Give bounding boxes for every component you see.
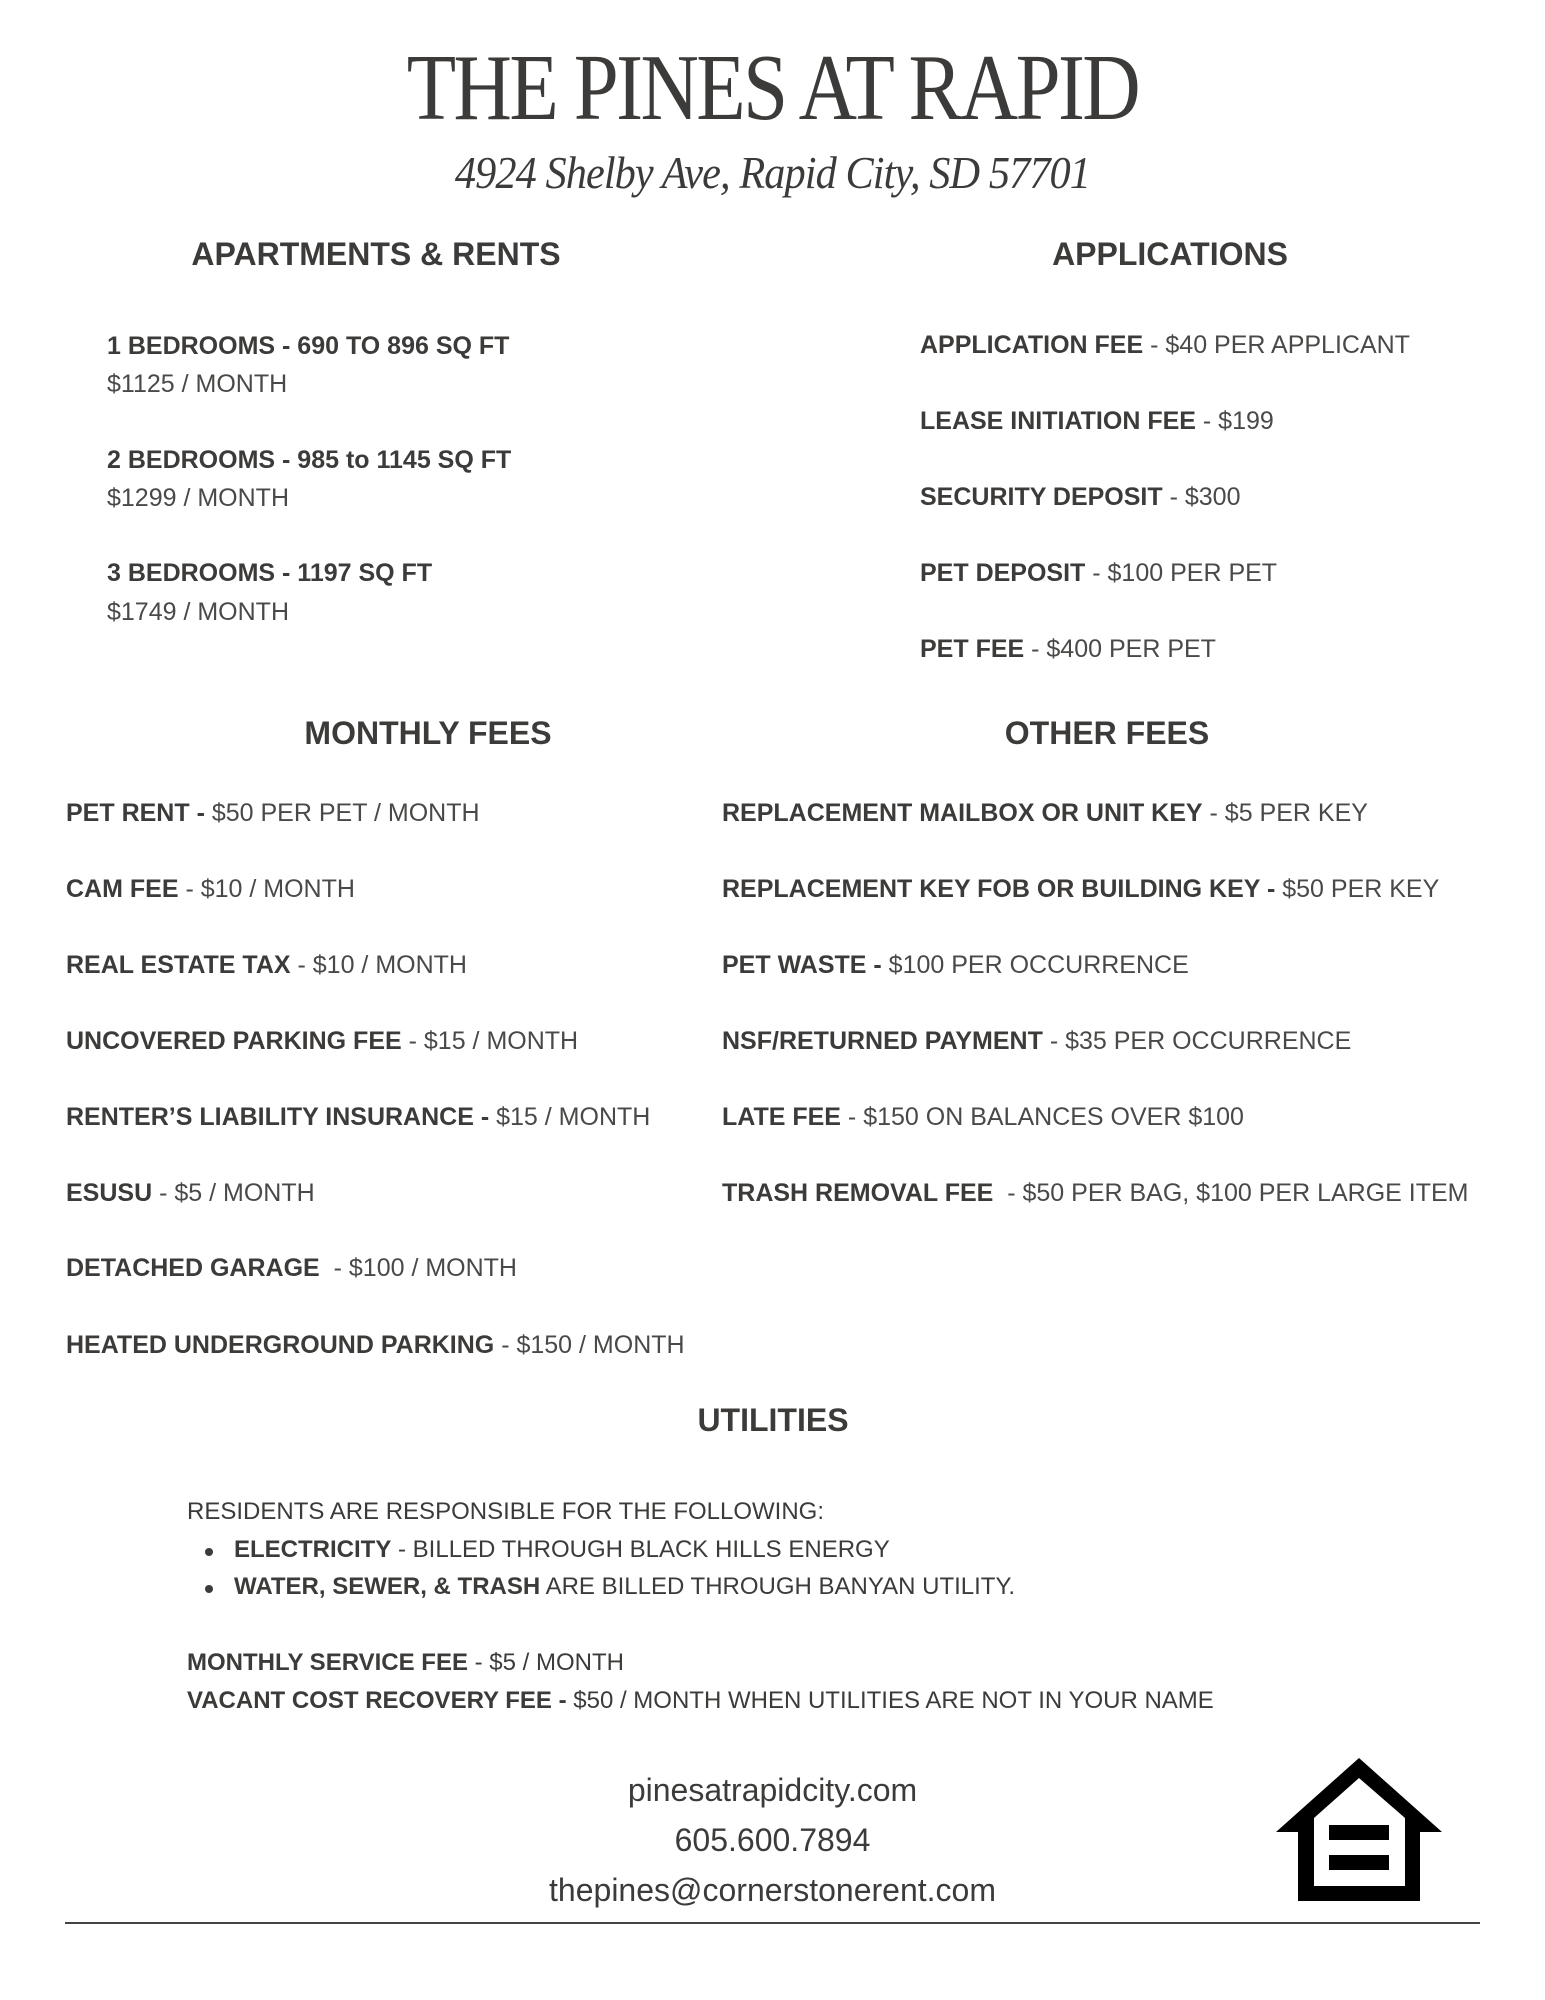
monthly-fee-item: [66, 874, 355, 904]
item-value: $199: [1218, 407, 1274, 435]
monthly-fee-item: [66, 1026, 578, 1056]
page-title: THE PINES AT RAPID: [406, 36, 1139, 140]
item-value: - $5 / MONTH: [467, 1649, 624, 1676]
item-value: ARE BILLED THROUGH BANYAN UTILITY.: [540, 1573, 1016, 1600]
unit-size: 3 BEDROOMS - 1197 SQ FT: [107, 559, 433, 587]
utility-fee-item: [187, 1648, 624, 1678]
item-value: $50 PER KEY: [1275, 875, 1440, 903]
bullet-icon: [205, 1585, 213, 1593]
application-item: [920, 482, 1240, 512]
item-label: RENTER’S LIABILITY INSURANCE -: [66, 1103, 490, 1131]
item-separator: -: [1085, 559, 1108, 587]
other-fee-item: [722, 1026, 1351, 1056]
other-fee-item: [722, 874, 1439, 904]
phone-number[interactable]: 605.600.7894: [674, 1822, 871, 1858]
unit-size: 2 BEDROOMS - 985 to 1145 SQ FT: [107, 446, 512, 474]
item-label: LEASE INITIATION FEE: [920, 407, 1196, 435]
unit-rent: $1299 / MONTH: [107, 484, 290, 512]
application-item: [920, 558, 1277, 588]
item-separator: -: [1024, 635, 1047, 663]
item-label: APPLICATION FEE: [920, 331, 1144, 359]
monthly-fees-heading: MONTHLY FEES: [304, 715, 552, 751]
application-item: [920, 634, 1216, 664]
item-label: UNCOVERED PARKING FEE: [66, 1027, 402, 1055]
item-label: PET DEPOSIT: [920, 559, 1086, 587]
monthly-fee-item: [66, 798, 480, 828]
item-value: $50 / MONTH WHEN UTILITIES ARE NOT IN YOUR NAME: [566, 1687, 1214, 1714]
unit-rent: $1125 / MONTH: [107, 370, 288, 398]
monthly-fee-item: [66, 1102, 650, 1132]
applications-heading: APPLICATIONS: [1052, 236, 1288, 272]
monthly-fee-item: [66, 950, 467, 980]
item-separator: -: [1143, 331, 1166, 359]
item-value: - $50 PER BAG, $100 PER LARGE ITEM: [993, 1179, 1469, 1207]
item-label: REPLACEMENT MAILBOX OR UNIT KEY: [722, 799, 1203, 827]
footer-divider: [65, 1922, 1480, 1924]
website-link[interactable]: pinesatrapidcity.com: [627, 1772, 918, 1808]
monthly-fee-item: [66, 1253, 517, 1283]
item-label: PET FEE: [920, 635, 1025, 663]
unit-size: 1 BEDROOMS - 690 TO 896 SQ FT: [107, 332, 510, 360]
item-label: NSF/RETURNED PAYMENT: [722, 1027, 1043, 1055]
bullet-icon: [205, 1548, 213, 1556]
other-fees-heading: OTHER FEES: [1004, 715, 1210, 751]
item-label: VACANT COST RECOVERY FEE -: [187, 1687, 567, 1714]
item-label: PET RENT -: [66, 799, 205, 827]
utilities-intro: RESIDENTS ARE RESPONSIBLE FOR THE FOLLOWING:: [187, 1498, 825, 1525]
utilities-heading: UTILITIES: [697, 1402, 849, 1438]
item-value: - $150 / MONTH: [494, 1331, 685, 1359]
item-value: - $10 / MONTH: [178, 875, 355, 903]
item-label: TRASH REMOVAL FEE: [722, 1179, 994, 1207]
other-fee-item: [722, 950, 1189, 980]
utility-bullet-item: [234, 1535, 890, 1565]
item-value: - $150 ON BALANCES OVER $100: [840, 1103, 1244, 1131]
email-link[interactable]: thepines@cornerstonerent.com: [549, 1872, 996, 1908]
property-address: 4924 Shelby Ave, Rapid City, SD 57701: [454, 147, 1091, 198]
item-value: - $100 / MONTH: [319, 1254, 517, 1282]
item-label: REPLACEMENT KEY FOB OR BUILDING KEY -: [722, 875, 1276, 903]
other-fee-item: [722, 1178, 1469, 1208]
item-label: PET WASTE -: [722, 951, 882, 979]
unit-rent: $1749 / MONTH: [107, 598, 290, 626]
utility-fee-item: [187, 1686, 1214, 1716]
monthly-fee-item: [66, 1330, 685, 1360]
item-value: $100 PER OCCURRENCE: [881, 951, 1189, 979]
item-label: WATER, SEWER, & TRASH: [234, 1573, 541, 1600]
item-value: - $15 / MONTH: [401, 1027, 579, 1055]
item-value: - $5 / MONTH: [152, 1179, 315, 1207]
item-value: $50 PER PET / MONTH: [204, 799, 480, 827]
item-value: - BILLED THROUGH BLACK HILLS ENERGY: [391, 1536, 890, 1563]
item-value: - $35 PER OCCURRENCE: [1042, 1027, 1352, 1055]
utility-bullet-item: [234, 1572, 1015, 1602]
equal-housing-opportunity-icon: [1270, 1752, 1450, 1907]
item-separator: -: [1162, 483, 1185, 511]
item-value: $40 PER APPLICANT: [1165, 331, 1410, 359]
item-value: $300: [1184, 483, 1241, 511]
item-value: $400 PER PET: [1046, 635, 1216, 663]
apartments-heading: APARTMENTS & RENTS: [191, 236, 561, 272]
monthly-fee-item: [66, 1178, 315, 1208]
item-label: ELECTRICITY: [234, 1536, 392, 1563]
item-label: SECURITY DEPOSIT: [920, 483, 1163, 511]
item-label: DETACHED GARAGE: [66, 1254, 320, 1282]
item-value: - $10 / MONTH: [290, 951, 467, 979]
item-value: $100 PER PET: [1107, 559, 1278, 587]
application-item: [920, 330, 1410, 360]
item-label: HEATED UNDERGROUND PARKING: [66, 1331, 495, 1359]
application-item: [920, 406, 1274, 436]
other-fee-item: [722, 1102, 1244, 1132]
item-label: LATE FEE: [722, 1103, 841, 1131]
item-label: ESUSU: [66, 1179, 153, 1207]
item-value: $15 / MONTH: [489, 1103, 651, 1131]
item-label: CAM FEE: [66, 875, 179, 903]
item-value: - $5 PER KEY: [1202, 799, 1368, 827]
other-fee-item: [722, 798, 1368, 828]
item-label: MONTHLY SERVICE FEE: [187, 1649, 468, 1676]
item-label: REAL ESTATE TAX: [66, 951, 291, 979]
item-separator: -: [1195, 407, 1219, 435]
